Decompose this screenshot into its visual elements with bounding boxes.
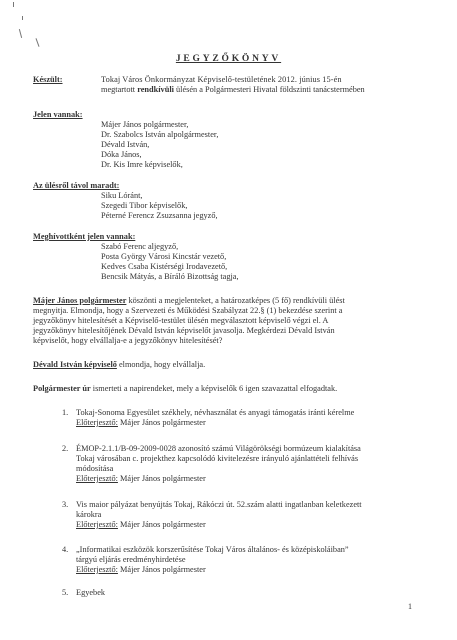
agenda-item-text: tárgyú eljárás eredményhirdetése (76, 555, 186, 564)
tavol-label: Az ülésről távol maradt: (33, 181, 120, 190)
paragraph-line: jegyzőkönyv hitelesítőjének Dévald István képviselőt javasolja. Megkérdezi Dévald István (33, 326, 335, 335)
invitee: Posta György Városi Kincstár vezető, (101, 252, 227, 261)
document-title: JEGYZŐKÖNYV (175, 54, 282, 64)
keszult-line: Tokaj Város Önkormányzat Képviselő-testületének 2012. június 15-én (101, 75, 342, 84)
agenda-item-text: Tokaj-Sonoma Egyesület székhely, névhasználat és anyagi támogatás iránti kérelme (76, 408, 355, 417)
attendee: Dóka János, (101, 150, 142, 159)
agenda-item-text: károkra (76, 510, 102, 519)
agenda-item-text: Egyebek (76, 588, 106, 597)
paragraph-line: megnyitja. Elmondja, hogy a Szervezeti és Működési Szabályzat 22.§ (1) bekezdése szerint a (33, 306, 343, 315)
agenda-item-text: ÉMOP-2.1.1/B-09-2009-0028 azonosító számú Világörökségi bormúzeum kialakítása (76, 444, 361, 453)
invitee: Kedves Csaba Kistérségi Irodavezető, (101, 262, 228, 271)
scratch-mark (19, 29, 22, 38)
agenda-item-text: módosítása (76, 464, 114, 473)
attendee: Dévald István, (101, 140, 150, 149)
agenda-number: 2. (62, 444, 69, 453)
polgarmester-ur: Polgármester úr (33, 384, 91, 393)
attendee: Dr. Szabolcs István alpolgármester, (101, 130, 219, 139)
meghivott-label: Meghívottként jelen vannak: (33, 232, 136, 241)
agenda-presenter: Előterjesztő: Májer János polgármester (76, 474, 206, 483)
paragraph-devald: Dévald István képviselő elmondja, hogy elvállalja. (33, 360, 206, 369)
invitee: Bencsik Mátyás, a Bíráló Bizottság tagja, (101, 272, 239, 281)
scratch-mark (13, 2, 14, 7)
page-number: 1 (408, 602, 412, 611)
agenda-item-text: Vis maior pályázat benyújtás Tokaj, Rákóczi út. 52.szám alatti ingatlanban keletkezett (76, 500, 362, 509)
jelen-label: Jelen vannak: (33, 110, 83, 119)
absentee: Péterné Ferencz Zsuzsanna jegyző, (101, 211, 218, 220)
scratch-mark (22, 16, 23, 20)
agenda-number: 3. (62, 500, 69, 509)
attendee: Májer János polgármester, (101, 120, 189, 129)
agenda-presenter: Előterjesztő: Májer János polgármester (76, 418, 206, 427)
paragraph-agenda-intro: Polgármester úr ismerteti a napirendeket, mely a képviselők 6 igen szavazattal elfogadtak. (33, 384, 338, 393)
paragraph-line: képviselőt, hogy elvállalja-e a jegyzőkönyv hitelesítését? (33, 336, 223, 345)
devald-name: Dévald István képviselő (33, 360, 117, 369)
mayor-name: Májer János polgármester (33, 296, 127, 305)
rendkivuli-bold: rendkívüli (137, 85, 174, 94)
keszult-label: Készült: (33, 75, 63, 84)
absentee: Siku Lóránt, (101, 191, 143, 200)
agenda-number: 5. (62, 588, 69, 597)
agenda-presenter: Előterjesztő: Májer János polgármester (76, 520, 206, 529)
paragraph-line: jegyzőkönyv hitelesítését a Képviselő-testület ülésén megválasztott képviselő végzi el. A (33, 316, 329, 325)
paragraph-opening: Májer János polgármester köszönti a megjelenteket, a határozatképes (5 fő) rendkívüli ülést (33, 296, 345, 305)
agenda-number: 4. (62, 545, 69, 554)
attendee: Dr. Kis Imre képviselők, (101, 160, 183, 169)
keszult-line: megtartott rendkívüli ülésén a Polgármesteri Hivatal földszinti tanácstermében (101, 85, 365, 94)
agenda-number: 1. (62, 408, 69, 417)
scratch-mark (35, 38, 39, 47)
invitee: Szabó Ferenc aljegyző, (101, 242, 179, 251)
agenda-item-text: „Informatikai eszközök korszerűsítése Tokaj Város általános- és középiskoláiban” (76, 545, 349, 554)
agenda-item-text: Tokaj városában c. projekthez kapcsolódó kivitelezésre irányuló ajánlattételi felhívás (76, 454, 359, 463)
agenda-presenter: Előterjesztő: Májer János polgármester (76, 565, 206, 574)
absentee: Szegedi Tibor képviselők, (101, 201, 188, 210)
